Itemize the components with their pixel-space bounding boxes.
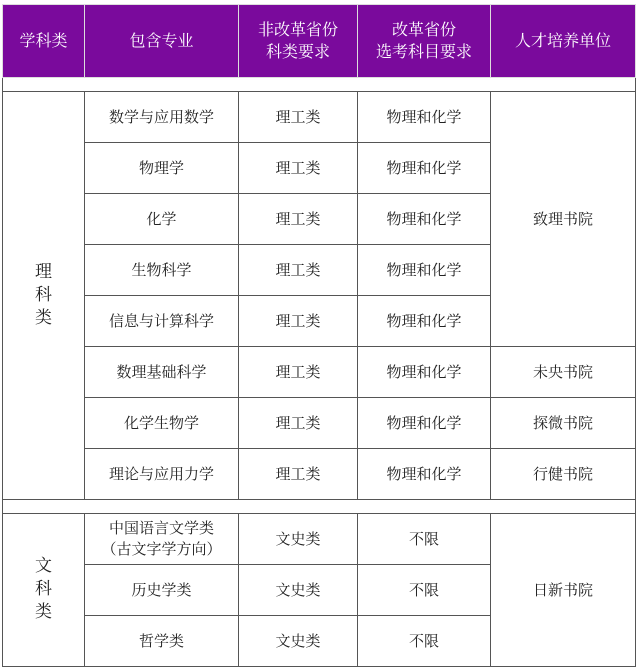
subjects-cell: 不限 (358, 616, 491, 667)
unit-cell: 未央书院 (491, 347, 636, 398)
major-cell: 理论与应用力学 (85, 449, 239, 500)
subjects-cell: 物理和化学 (358, 398, 491, 449)
subjects-cell: 物理和化学 (358, 92, 491, 143)
unit-cell: 日新书院 (491, 514, 636, 667)
category-label: 文科类 (35, 556, 52, 623)
table-row (3, 514, 636, 565)
major-cell: 数学与应用数学 (85, 92, 239, 143)
subjects-cell: 物理和化学 (358, 347, 491, 398)
type-cell: 理工类 (239, 296, 358, 347)
type-cell: 文史类 (239, 616, 358, 667)
major-cell: 哲学类 (85, 616, 239, 667)
spacer-row (3, 78, 636, 92)
table-row (3, 347, 636, 398)
admission-table (2, 4, 636, 667)
header-reform: 改革省份 选考科目要求 (358, 5, 491, 78)
table-row (3, 449, 636, 500)
major-cell: 物理学 (85, 143, 239, 194)
unit-cell: 探微书院 (491, 398, 636, 449)
subjects-cell: 物理和化学 (358, 194, 491, 245)
major-cell: 中国语言文学类 （古文字学方向） (85, 514, 239, 565)
major-cell: 生物科学 (85, 245, 239, 296)
subjects-cell: 物理和化学 (358, 449, 491, 500)
subjects-cell: 物理和化学 (358, 245, 491, 296)
subjects-cell: 物理和化学 (358, 143, 491, 194)
table-row (3, 92, 636, 143)
category-label: 理科类 (35, 261, 52, 328)
category-cell (3, 514, 85, 667)
major-cell: 信息与计算科学 (85, 296, 239, 347)
type-cell: 文史类 (239, 565, 358, 616)
type-cell: 文史类 (239, 514, 358, 565)
major-cell: 历史学类 (85, 565, 239, 616)
type-cell: 理工类 (239, 143, 358, 194)
header-row (3, 5, 636, 78)
subjects-cell: 不限 (358, 565, 491, 616)
category-cell (3, 92, 85, 500)
type-cell: 理工类 (239, 449, 358, 500)
spacer-row (3, 500, 636, 514)
major-cell: 数理基础科学 (85, 347, 239, 398)
type-cell: 理工类 (239, 347, 358, 398)
major-cell: 化学生物学 (85, 398, 239, 449)
subjects-cell: 物理和化学 (358, 296, 491, 347)
table-row (3, 398, 636, 449)
type-cell: 理工类 (239, 245, 358, 296)
header-unit: 人才培养单位 (491, 5, 636, 78)
header-major: 包含专业 (85, 5, 239, 78)
type-cell: 理工类 (239, 194, 358, 245)
unit-cell: 致理书院 (491, 92, 636, 347)
header-nonreform: 非改革省份 科类要求 (239, 5, 358, 78)
type-cell: 理工类 (239, 398, 358, 449)
type-cell: 理工类 (239, 92, 358, 143)
major-cell: 化学 (85, 194, 239, 245)
header-category: 学科类 (3, 5, 85, 78)
unit-cell: 行健书院 (491, 449, 636, 500)
subjects-cell: 不限 (358, 514, 491, 565)
